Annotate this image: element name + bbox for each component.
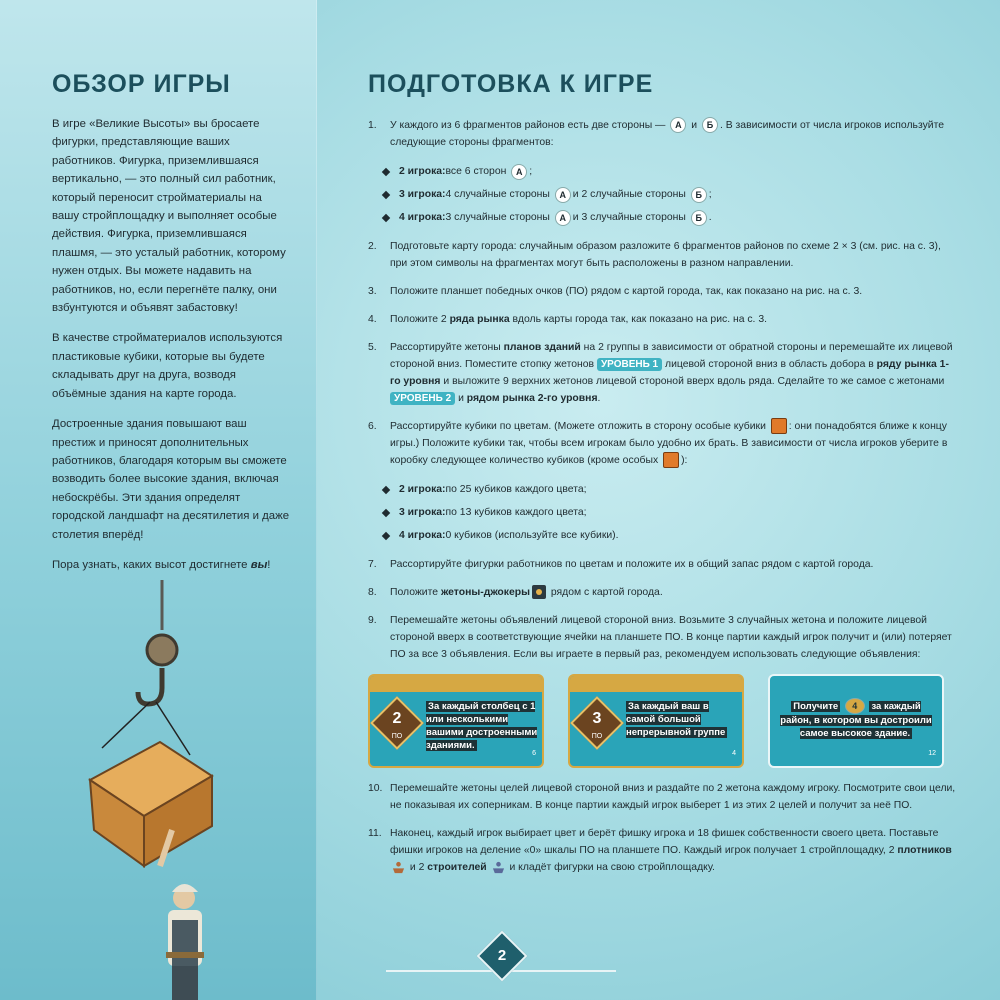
announcement-card: 2 ПО За каждый столбец с 1 или несколькими вашими достроенными зданиями. 6 [368,674,544,768]
list-item: 2 игрока: все 6 сторон А ; [383,162,958,181]
hook-icon [138,668,162,704]
diamond-bullet-icon [382,167,390,175]
builder-meeple-icon [492,861,505,874]
setup-step-11: 11. Наконец, каждый игрок выбирает цвет и берёт фишку игрока и 18 фишек собственности своего цвета. Поставьте фишки игроков на деление «0» шкалы ПО на планшете ПО. Каждый игрок получает 1 стройплощадку, 2 плотников и 2 строителей и кладёт фигурки на свою стройплощадку. [368,828,952,873]
overview-paragraph: В игре «Великие Высоты» вы бросаете фигурки, представляющие ваших работников. Фигурка, приземлившаяся вертикально, — это полный сил работник, который переносит стройматериалы на вашу стройплощадку и выполняет особые действия. Фигурка, приземлившаяся плашмя, — это усталый работник, которому нужен отдых. Вы можете надавить на работников, но, если перегнёте палку, они взбунтуются и объявят забастовку! [52,118,286,315]
special-cube-icon [771,418,787,434]
pulley-icon [147,635,177,665]
setup-step-4: 4. Положите 2 ряда рынка вдоль карты города так, как показано на рис. на с. 3. [368,314,768,325]
level-2-badge: УРОВЕНЬ 2 [390,392,455,405]
player-count-list [383,162,958,227]
setup-step-7: 7. Рассортируйте фигурки работников по цветам и положите их в общий запас рядом с картой города. [368,559,874,570]
overview-paragraph: Пора узнать, каких высот достигнете вы! [52,558,271,571]
side-b-icon: Б [691,187,707,203]
setup-step-6: 6. Рассортируйте кубики по цветам. (Можете отложить в сторону особые кубики : они понадобятся ближе к концу игры.) Положите кубики так, чтобы всем игрокам было удобно их брать. В зависимости от числа игроков уберите в коробку следующее количество кубиков (кроме особых ): [368,418,958,469]
side-a-icon: А [670,117,686,133]
cube-count-list [383,480,958,545]
level-1-badge: УРОВЕНЬ 1 [597,358,662,371]
side-a-icon: А [511,164,527,180]
setup-step-3: 3. Положите планшет победных очков (ПО) рядом с картой города, так, как показано на рис. на с. 3. [368,286,863,297]
joker-token-icon [532,585,546,599]
side-a-icon: А [555,187,571,203]
setup-step-5: 5. Рассортируйте жетоны планов зданий на 2 группы в зависимости от обратной стороны и перемешайте их лицевой стороной вниз. Поместите стопку жетонов УРОВЕНЬ 1 лицевой стороной вниз в область добора в ряду рынка 1-го уровня и выложите 9 верхних жетонов лицевой стороной вверх вдоль ряда. Сделайте то же самое с жетонами УРОВЕНЬ 2 и рядом рынка 2-го уровня. [368,342,953,404]
side-b-icon: Б [691,210,707,226]
special-cube-icon [663,452,679,468]
side-a-icon: А [555,210,571,226]
diamond-bullet-icon [382,508,390,516]
crane-worker-illustration [60,580,280,1000]
vp-coin-icon: 4 [845,698,865,714]
page-number: 2 [497,947,507,964]
setup-step-2: 2. Подготовьте карту города: случайным образом разложите 6 фрагментов районов по схеме 2 × 3 (см. рис. на с. 3), при этом символы на фрагментах могут быть расположены в разном направлении. [368,241,941,269]
announcement-card: 3 ПО За каждый ваш в самой большой непрерывной группе 4 [568,674,744,768]
side-b-icon: Б [702,117,718,133]
setup-step-9: 9. Перемешайте жетоны объявлений лицевой стороной вниз. Возьмите 3 случайных жетона и положите лицевой стороной вверх в соответствующие ячейки на планшете ПО. В конце партии каждый игрок получит и (или) потеряет ПО за все 3 объявления. Если вы играете в первый раз, рекомендуем использовать следующие объявления: [368,615,952,660]
diamond-bullet-icon [382,213,390,221]
announcement-cards [368,674,958,768]
setup-step-10: 10. Перемешайте жетоны целей лицевой стороной вниз и раздайте по 2 жетона каждому игроку. Посмотрите свои цели, не показывая их соперникам. В конце партии каждый игрок выберет 1 из этих 2 целей и получит за неё ПО. [368,783,956,811]
diamond-bullet-icon [382,190,390,198]
overview-paragraph: В качестве стройматериалов используются пластиковые кубики, которые вы будете складывать друг на друга, возводя объёмные здания на карте города. [52,332,283,400]
overview-title: ОБЗОР ИГРЫ [52,70,231,98]
announcement-card: Получите 4 за каждый район, в котором вы достроили самое высокое здание. 12 [768,674,944,768]
diamond-bullet-icon [382,485,390,493]
diamond-bullet-icon [382,531,390,539]
overview-paragraph: Достроенные здания повышают ваш престиж и приносят дополнительных работников, благодаря которым вы сможете возводить более высокие здания, включая небоскрёбы. Эти здания определят городской ландшафт на десятилетия и даже столетия вперёд! [52,418,290,541]
overview-text [52,115,292,586]
list-item: 3 игрока: 4 случайные стороны А и 2 случайные стороны Б ; [383,185,958,204]
list-item: 4 игрока: 3 случайные стороны А и 3 случайные стороны Б . [383,208,958,227]
setup-title: ПОДГОТОВКА К ИГРЕ [368,70,654,98]
list-item: 3 игрока: по 13 кубиков каждого цвета; [383,503,958,522]
setup-step-1: 1. У каждого из 6 фрагментов районов есть две стороны — А и Б . В зависимости от числа игроков используйте следующие стороны фрагментов: [368,117,958,151]
carpenter-meeple-icon [392,861,405,874]
list-item: 2 игрока: по 25 кубиков каждого цвета; [383,480,958,499]
setup-steps [368,117,958,887]
setup-step-8: 8. Положите жетоны-джокеры рядом с картой города. [368,587,663,598]
list-item: 4 игрока: 0 кубиков (используйте все кубики). [383,526,958,545]
